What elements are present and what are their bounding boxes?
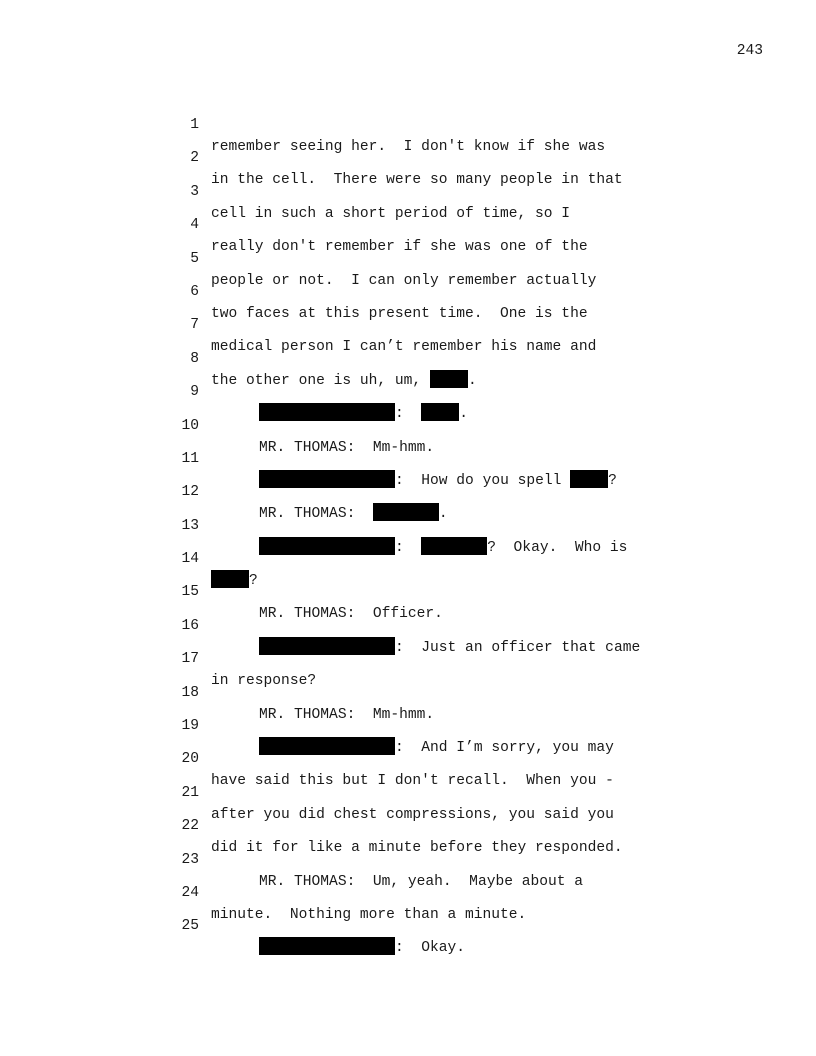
transcript-line bbox=[0, 726, 816, 790]
line-number: 10 bbox=[181, 417, 199, 434]
line-number: 22 bbox=[181, 818, 199, 835]
line-text: two faces at this present time. One is the bbox=[211, 305, 588, 322]
line-text bbox=[259, 937, 465, 959]
line-text: people or not. I can only remember actually bbox=[211, 272, 597, 289]
line-number: 1 bbox=[190, 117, 199, 133]
line-text: MR. THOMAS: Mm-hmm. bbox=[259, 706, 435, 723]
line-number: 9 bbox=[190, 384, 199, 401]
transcript-line bbox=[0, 827, 816, 890]
line-text-part: . bbox=[467, 372, 477, 389]
line-number: 24 bbox=[181, 884, 199, 901]
line-text: remember seeing her. I don't know if she was bbox=[211, 139, 606, 155]
transcript-line bbox=[0, 493, 816, 556]
transcript-line bbox=[0, 526, 816, 590]
line-text-part: . bbox=[438, 506, 448, 523]
line-text-part: ? Okay. Who is bbox=[487, 539, 628, 556]
line-text: in the cell. There were so many people in that bbox=[211, 172, 623, 189]
line-number: 15 bbox=[181, 584, 199, 601]
line-number: 19 bbox=[181, 718, 199, 735]
transcript-line bbox=[0, 426, 816, 489]
line-text-part: MR. THOMAS: bbox=[259, 506, 373, 523]
transcript-line bbox=[0, 593, 816, 656]
transcript-line bbox=[0, 626, 816, 690]
line-text: minute. Nothing more than a minute. bbox=[211, 906, 527, 923]
line-text-part: : Just an officer that came bbox=[395, 639, 641, 656]
line-number: 3 bbox=[190, 183, 199, 200]
line-text: MR. THOMAS: Officer. bbox=[259, 606, 443, 623]
line-text: medical person I can’t remember his name and bbox=[211, 339, 597, 356]
transcript-line bbox=[0, 793, 816, 857]
line-number: 4 bbox=[190, 217, 199, 234]
line-text-part: . bbox=[459, 406, 469, 423]
line-text: did it for like a minute before they responded. bbox=[211, 840, 623, 857]
transcript-line bbox=[0, 326, 816, 389]
line-number: 18 bbox=[181, 684, 199, 701]
transcript-line bbox=[0, 259, 816, 322]
line-text-part: : And I’m sorry, you may bbox=[395, 740, 614, 757]
line-text: MR. THOMAS: Mm-hmm. bbox=[259, 439, 435, 456]
transcript-line bbox=[0, 459, 816, 523]
transcript-line bbox=[0, 660, 816, 723]
line-number: 14 bbox=[181, 551, 199, 568]
page-number: 243 bbox=[736, 43, 763, 59]
line-number: 8 bbox=[190, 350, 199, 367]
line-text: MR. THOMAS: Um, yeah. Maybe about a bbox=[259, 873, 584, 890]
transcript-line bbox=[0, 125, 816, 189]
line-number: 25 bbox=[181, 918, 199, 935]
transcript-line bbox=[0, 292, 816, 356]
line-text: have said this but I don't recall. When you - bbox=[211, 773, 614, 790]
line-number: 21 bbox=[181, 784, 199, 801]
line-text: cell in such a short period of time, so I bbox=[211, 205, 571, 222]
transcript-line bbox=[0, 192, 816, 256]
line-number: 11 bbox=[181, 450, 199, 467]
transcript-line bbox=[0, 860, 816, 923]
transcript-body bbox=[0, 92, 816, 957]
line-number: 6 bbox=[190, 283, 199, 300]
transcript-line bbox=[0, 92, 816, 155]
line-text-part: the other one is uh, um, bbox=[211, 372, 430, 389]
line-text: after you did chest compressions, you said you bbox=[211, 806, 614, 823]
line-number: 16 bbox=[181, 617, 199, 634]
line-text-part: ? bbox=[249, 573, 258, 590]
line-number: 17 bbox=[181, 651, 199, 668]
transcript-line bbox=[0, 559, 816, 623]
line-text-part: : bbox=[395, 539, 422, 556]
transcript-line bbox=[0, 359, 816, 423]
line-number: 5 bbox=[190, 250, 199, 267]
redacted-speaker-name bbox=[259, 937, 395, 955]
line-text-part: : Okay. bbox=[395, 940, 466, 957]
line-text: really don't remember if she was one of the bbox=[211, 239, 588, 256]
transcript-line bbox=[0, 760, 816, 823]
transcript-line bbox=[0, 159, 816, 222]
line-number: 13 bbox=[181, 517, 199, 534]
line-text-part: : How do you spell bbox=[395, 472, 571, 489]
line-number: 2 bbox=[190, 150, 199, 167]
line-number: 12 bbox=[181, 484, 199, 501]
line-number: 23 bbox=[181, 851, 199, 868]
transcript-line bbox=[0, 393, 816, 456]
transcript-line bbox=[0, 893, 816, 957]
transcript-line bbox=[0, 226, 816, 289]
line-number: 7 bbox=[190, 317, 199, 334]
line-text-part: ? bbox=[608, 472, 617, 489]
line-text: in response? bbox=[211, 673, 317, 690]
line-number: 20 bbox=[181, 751, 199, 768]
line-text-part: : bbox=[395, 406, 422, 423]
transcript-line bbox=[0, 693, 816, 757]
